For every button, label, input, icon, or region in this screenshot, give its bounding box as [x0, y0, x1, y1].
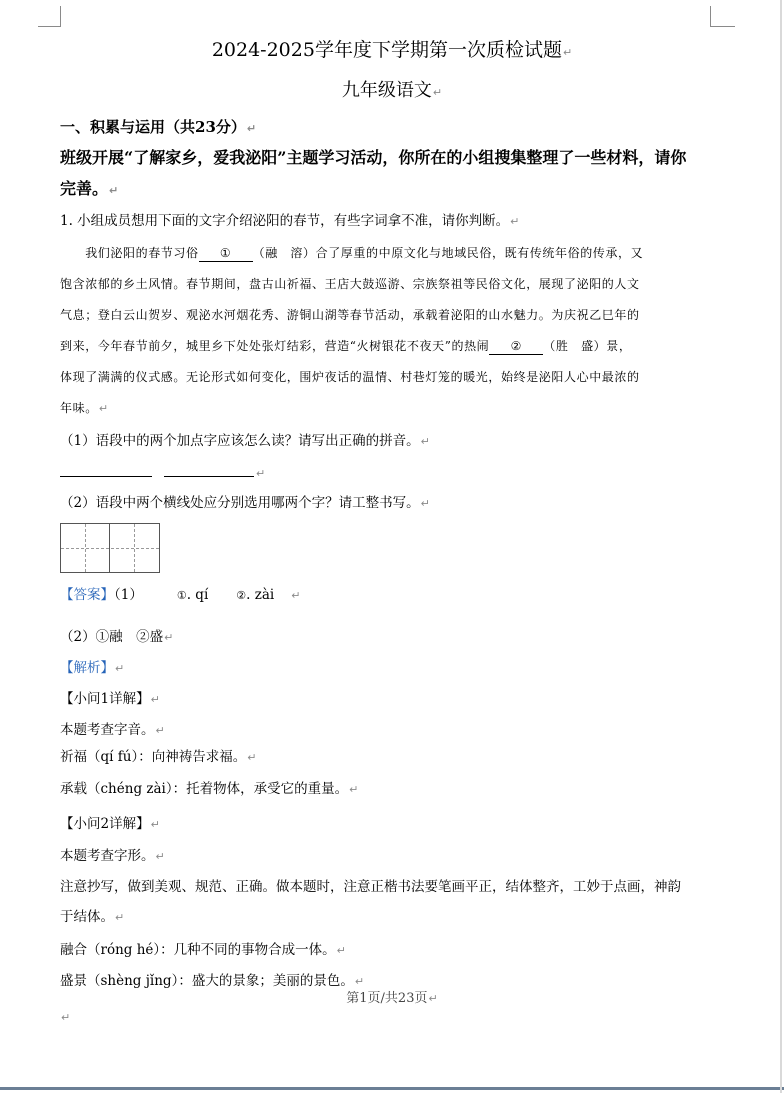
paragraph-mark-icon: ↵ [428, 992, 438, 1005]
passage-line-1: 我们泌阳的春节习俗 ① （融 溶）合了厚重的中原文化与地域民俗，既有传统年俗的传承，又 [85, 246, 644, 260]
question-prompt: 1. 小组成员想用下面的文字介绍泌阳的春节，有些字词拿不准，请你判断。↵ [60, 213, 520, 229]
paragraph-mark-icon: ↵ [155, 850, 165, 863]
section-intro-line2: 完善。↵ [60, 179, 119, 198]
blank-2: ② [489, 338, 543, 355]
sub2-line1: 本题考查字形。↵ [60, 848, 165, 864]
paragraph-mark-icon: ↵ [61, 1011, 71, 1024]
page-right-border [780, 0, 782, 1093]
paragraph-mark-icon: ↵ [109, 184, 119, 197]
paragraph-mark-line [255, 464, 265, 483]
passage-line-2: 饱含浓郁的乡土风情。春节期间，盘古山祈福、王店大鼓巡游、宗族祭祖等民俗文化，展现了泌阳的人文 [60, 277, 640, 291]
paragraph-mark-icon: ↵ [420, 497, 430, 510]
paragraph-mark-icon: ↵ [115, 911, 125, 924]
passage-line-3: 气息；登白云山贺岁、观泌水河烟花秀、游铜山湖等春节活动，承载着泌阳的山水魅力。为庆祝乙巳年的 [60, 308, 640, 322]
sub-question-1: （1）语段中的两个加点字应该怎么读？请写出正确的拼音。↵ [60, 433, 430, 449]
sub2-line5: 盛景（shèng jǐng）：盛大的景象；美丽的景色。↵ [60, 973, 365, 989]
sub1-line1: 本题考查字音。↵ [60, 722, 165, 738]
page-title: 2024-2025学年度下学期第一次质检试题↵ [211, 39, 573, 61]
sub1-title: 【小问1详解】↵ [60, 691, 160, 707]
page-footer: 第1页/共23页↵ [346, 991, 438, 1006]
paragraph-mark-icon: ↵ [291, 589, 301, 602]
blank-1: ① [199, 245, 253, 262]
section-intro-line1: 班级开展“了解家乡，爱我泌阳”主题学习活动，你所在的小组搜集整理了一些材料，请你 [60, 148, 687, 167]
paragraph-mark-icon: ↵ [510, 215, 520, 228]
sub2-line2: 注意抄写，做到美观、规范、正确。做本题时，注意正楷书法要笔画平正，结体整齐，工妙于点画，神韵 [60, 879, 681, 895]
passage-line-5: 体现了满满的仪式感。无论形式如何变化，围炉夜话的温情、村巷灯笼的暖光，始终是泌阳人心中最浓的 [60, 370, 640, 384]
page-bottom-border [0, 1087, 784, 1090]
answer-line-2: （2）①融 ②盛↵ [60, 629, 174, 645]
paragraph-mark-icon: ↵ [246, 122, 257, 135]
sub2-title: 【小问2详解】↵ [60, 816, 160, 832]
passage-line-4: 到来，今年春节前夕，城里乡下处处张灯结彩，营造“火树银花不夜天”的热闹 ② （胜 盛）景， [60, 339, 632, 353]
paragraph-mark-icon: ↵ [164, 631, 174, 644]
passage-line-6: 年味。↵ [60, 401, 109, 415]
paragraph-mark-icon: ↵ [432, 86, 443, 99]
pinyin-answer-line-2 [164, 476, 254, 477]
paragraph-mark-icon: ↵ [354, 975, 365, 988]
paragraph-mark-icon: ↵ [115, 662, 125, 675]
answer-label: 【答案】 [60, 587, 114, 603]
paragraph-mark-icon: ↵ [336, 944, 346, 957]
paragraph-mark-icon: ↵ [562, 46, 573, 59]
trailing-paragraph [60, 1008, 70, 1027]
paragraph-mark-icon: ↵ [98, 402, 109, 415]
grid-guide [61, 548, 159, 549]
crop-mark-top-left [38, 6, 61, 27]
writing-grid [60, 523, 160, 573]
sub-question-2: （2）语段中两个横线处应分别选用哪两个字？请工整书写。↵ [60, 495, 430, 511]
paragraph-mark-icon: ↵ [349, 783, 359, 796]
answer-line-1: 【答案】（1） ①. qí ②. zài ↵ [60, 587, 301, 603]
page-subtitle: 九年级语文↵ [341, 80, 443, 101]
paragraph-mark-icon: ↵ [247, 751, 257, 764]
analysis-label: 【解析】 [60, 660, 114, 676]
section-heading: 一、积累与运用（共23分）↵ [60, 118, 257, 136]
sub2-line4: 融合（róng hé）：几种不同的事物合成一体。↵ [60, 942, 346, 958]
paragraph-mark-icon: ↵ [155, 724, 165, 737]
paragraph-mark-icon: ↵ [150, 818, 160, 831]
sub1-line2: 祈福（qí fú）：向神祷告求福。↵ [60, 749, 257, 765]
analysis-label-line [60, 659, 124, 678]
paragraph-mark-icon: ↵ [150, 693, 160, 706]
pinyin-answer-line-1 [60, 476, 152, 477]
sub2-line3: 于结体。↵ [60, 909, 125, 925]
paragraph-mark-icon: ↵ [256, 467, 266, 480]
crop-mark-top-right [710, 6, 735, 27]
sub1-line3: 承载（chéng zài）：托着物体，承受它的重量。↵ [60, 781, 359, 797]
paragraph-mark-icon: ↵ [420, 435, 430, 448]
